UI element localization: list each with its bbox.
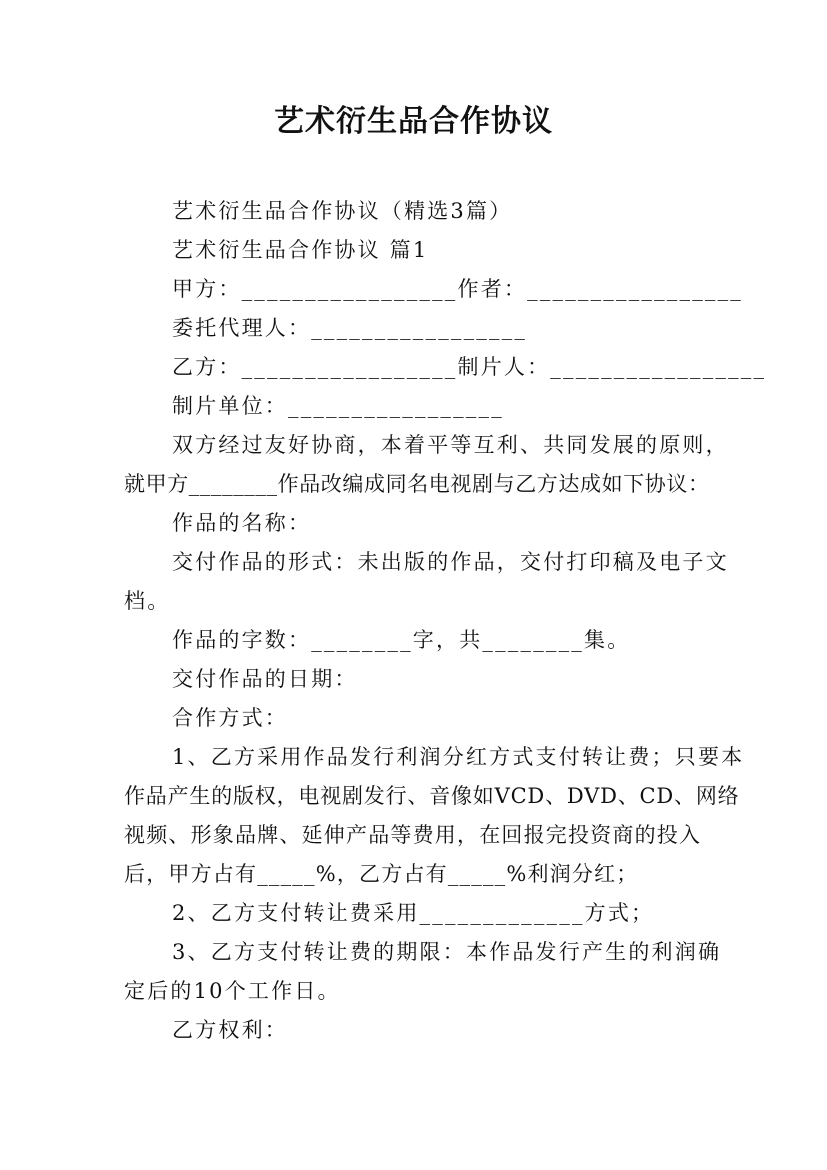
agent-line: 委托代理人：_________________ (172, 316, 528, 340)
paragraph-line: 交付作品的形式：未出版的作品，交付打印稿及电子文 (172, 550, 729, 574)
paragraph-line: 2、乙方支付转让费采用_____________方式； (172, 901, 655, 925)
paragraph-line: 档。 (124, 589, 171, 613)
paragraph-line: 双方经过友好协商，本着平等互利、共同发展的原则， (172, 433, 729, 457)
party-a-line: 甲方：_________________作者：_________________ (172, 277, 743, 301)
paragraph-line: 视频、形象品牌、延伸产品等费用，在回报完投资商的投入 (124, 823, 702, 847)
section-heading: 艺术衍生品合作协议 篇1 (172, 238, 429, 262)
delivery-date-line: 交付作品的日期： (172, 667, 358, 691)
paragraph-line: 后，甲方占有_____%，乙方占有_____%利润分红； (124, 862, 639, 886)
paragraph-line: 定后的10个工作日。 (124, 979, 341, 1003)
paragraph-line: 3、乙方支付转让费的期限：本作品发行产生的利润确 (172, 940, 722, 964)
document-title: 艺术衍生品合作协议 (274, 104, 553, 139)
paragraph-line: 作品产生的版权，电视剧发行、音像如VCD、DVD、CD、网络 (124, 784, 740, 808)
production-unit-line: 制片单位：_________________ (172, 394, 504, 418)
work-name-line: 作品的名称： (172, 511, 312, 535)
paragraph-line: 1、乙方采用作品发行利润分红方式支付转让费；只要本 (172, 745, 745, 769)
word-count-line: 作品的字数：________字，共________集。 (172, 628, 631, 652)
paragraph-line: 就甲方________作品改编成同名电视剧与乙方达成如下协议： (124, 472, 710, 496)
subtitle-line: 艺术衍生品合作协议（精选3篇） (172, 199, 513, 223)
cooperation-heading: 合作方式： (172, 706, 288, 730)
party-b-rights-heading: 乙方权利： (172, 1018, 288, 1042)
party-b-line: 乙方：_________________制片人：_________________ (172, 355, 767, 379)
